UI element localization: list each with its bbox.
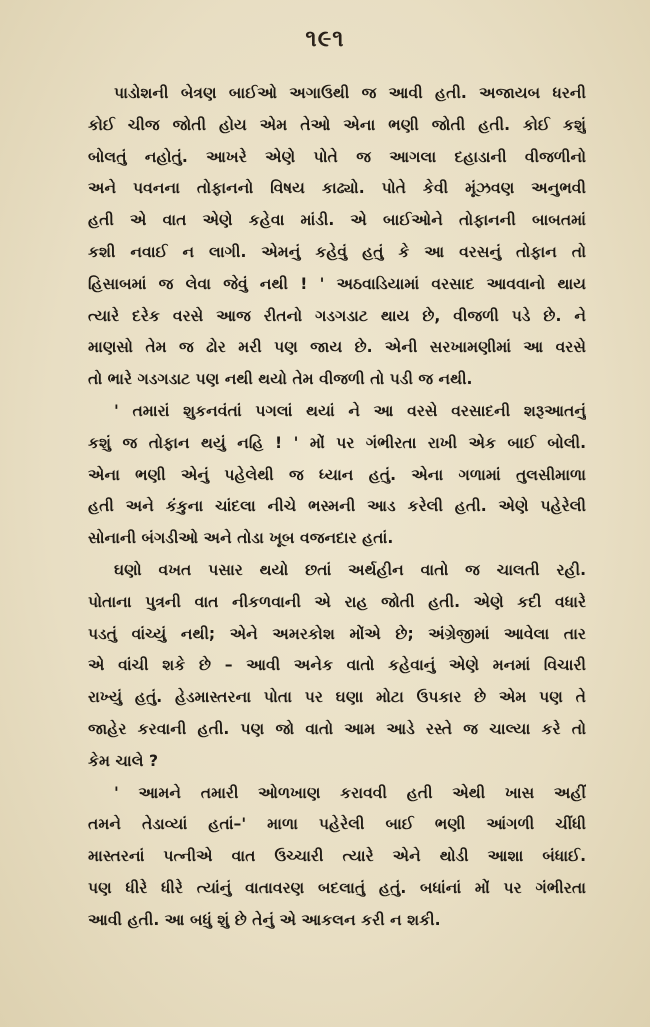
- text-line: તો ભારે ગડગડાટ પણ નથી થયો તેમ વીજળી તો પડી જ નથી.: [88, 370, 473, 389]
- text-line: હતી અને કંકુના ચાંદલા નીચે ભસ્મની આડ કરેલી હતી. એણે પહેરેલી: [88, 497, 586, 516]
- paragraph: [88, 778, 586, 937]
- text-line: પણ ધીરે ધીરે ત્યાંનું વાતાવરણ બદલાતું હતું. બધાંનાં મોં પર ગંભીરતા: [88, 878, 586, 897]
- paragraph: [88, 78, 586, 396]
- body-text: [88, 78, 586, 937]
- text-line: માણસો તેમ જ ઢોર મરી પણ જાય છે. એની સરખામણીમાં આ વરસે: [88, 338, 586, 357]
- text-line: સોનાની બંગડીઓ અને તોડા ખૂબ વજનદાર હતાં.: [88, 529, 394, 548]
- text-line: એ વાંચી શકે છે – આવી અનેક વાતો કહેવાનું એણે મનમાં વિચારી: [88, 656, 586, 675]
- text-line: પડતું વાંચ્યું નથી; એને અમરકોશ મોંએ છે; અંગ્રેજીમાં આવેલા તાર: [88, 624, 586, 643]
- text-line: ઘણો વખત પસાર થયો છતાં અર્થહીન વાતો જ ચાલતી રહી.: [114, 560, 586, 579]
- text-line: પોતાના પુત્રની વાત નીકળવાની એ રાહ જોતી હતી. એણે કદી વધારે: [88, 592, 586, 611]
- paragraph: [88, 555, 586, 778]
- text-line: ' આમને તમારી ઓળખાણ કરાવવી હતી એથી ખાસ અહીં: [114, 783, 586, 802]
- text-line: તમને તેડાવ્યાં હતાં–' માળા પહેરેલી બાઈ ભણી આંગળી ચીંધી: [88, 815, 586, 834]
- text-line: હિસાબમાં જ લેવા જેવું નથી ! ' અઠવાડિયામાં વરસાદ આવવાનો થાય: [88, 274, 586, 293]
- text-line: કશી નવાઈ ન લાગી. એમનું કહેવું હતું કે આ વરસનું તોફાન તો: [88, 242, 586, 261]
- text-line: કેમ ચાલે ?: [88, 751, 159, 770]
- text-line: જાહેર કરવાની હતી. પણ જો વાતો આમ આડે રસ્તે જ ચાલ્યા કરે તો: [88, 719, 586, 738]
- text-line: એના ભણી એનું પહેલેથી જ ધ્યાન હતું. એના ગળામાં તુલસીમાળા: [88, 465, 586, 484]
- page-number: ૧૯૧: [305, 26, 345, 52]
- text-line: બોલતું નહોતું. આખરે એણે પોતે જ આગલા દહાડાની વીજળીનો: [88, 147, 586, 166]
- text-line: રાખ્યું હતું. હેડમાસ્તરના પોતા પર ઘણા મોટા ઉપકાર છે એમ પણ તે: [88, 688, 586, 707]
- text-line: કોઈ ચીજ જોતી હોય એમ તેઓ એના ભણી જોતી હતી. કોઈ કશું: [88, 115, 586, 134]
- text-line: પાડોશની બેત્રણ બાઈઓ અગાઉથી જ આવી હતી. અજાયબ ધરની: [114, 84, 586, 102]
- text-line: ત્યારે દરેક વરસે આજ રીતનો ગડગડાટ થાય છે, વીજળી પડે છે. ને: [88, 306, 586, 325]
- text-line: અને પવનના તોફાનનો વિષય કાઢ્યો. પોતે કેવી મૂંઝવણ અનુભવી: [88, 179, 586, 198]
- paragraph: [88, 396, 586, 555]
- text-line: કશું જ તોફાન થયું નહિ ! ' મોં પર ગંભીરતા રાખી એક બાઈ બોલી.: [88, 433, 586, 452]
- text-line: માસ્તરનાં પત્નીએ વાત ઉચ્ચારી ત્યારે એને થોડી આશા બંધાઈ.: [88, 847, 586, 866]
- text-line: આવી હતી. આ બધું શું છે તેનું એ આકલન કરી ન શકી.: [88, 910, 441, 929]
- text-line: ' તમારાં શુકનવંતાં પગલાં થયાં ને આ વરસે વરસાદની શરૂઆતનું: [114, 401, 586, 420]
- text-line: હતી એ વાત એણે કહેવા માંડી. એ બાઈઓને તોફાનની બાબતમાં: [88, 211, 586, 230]
